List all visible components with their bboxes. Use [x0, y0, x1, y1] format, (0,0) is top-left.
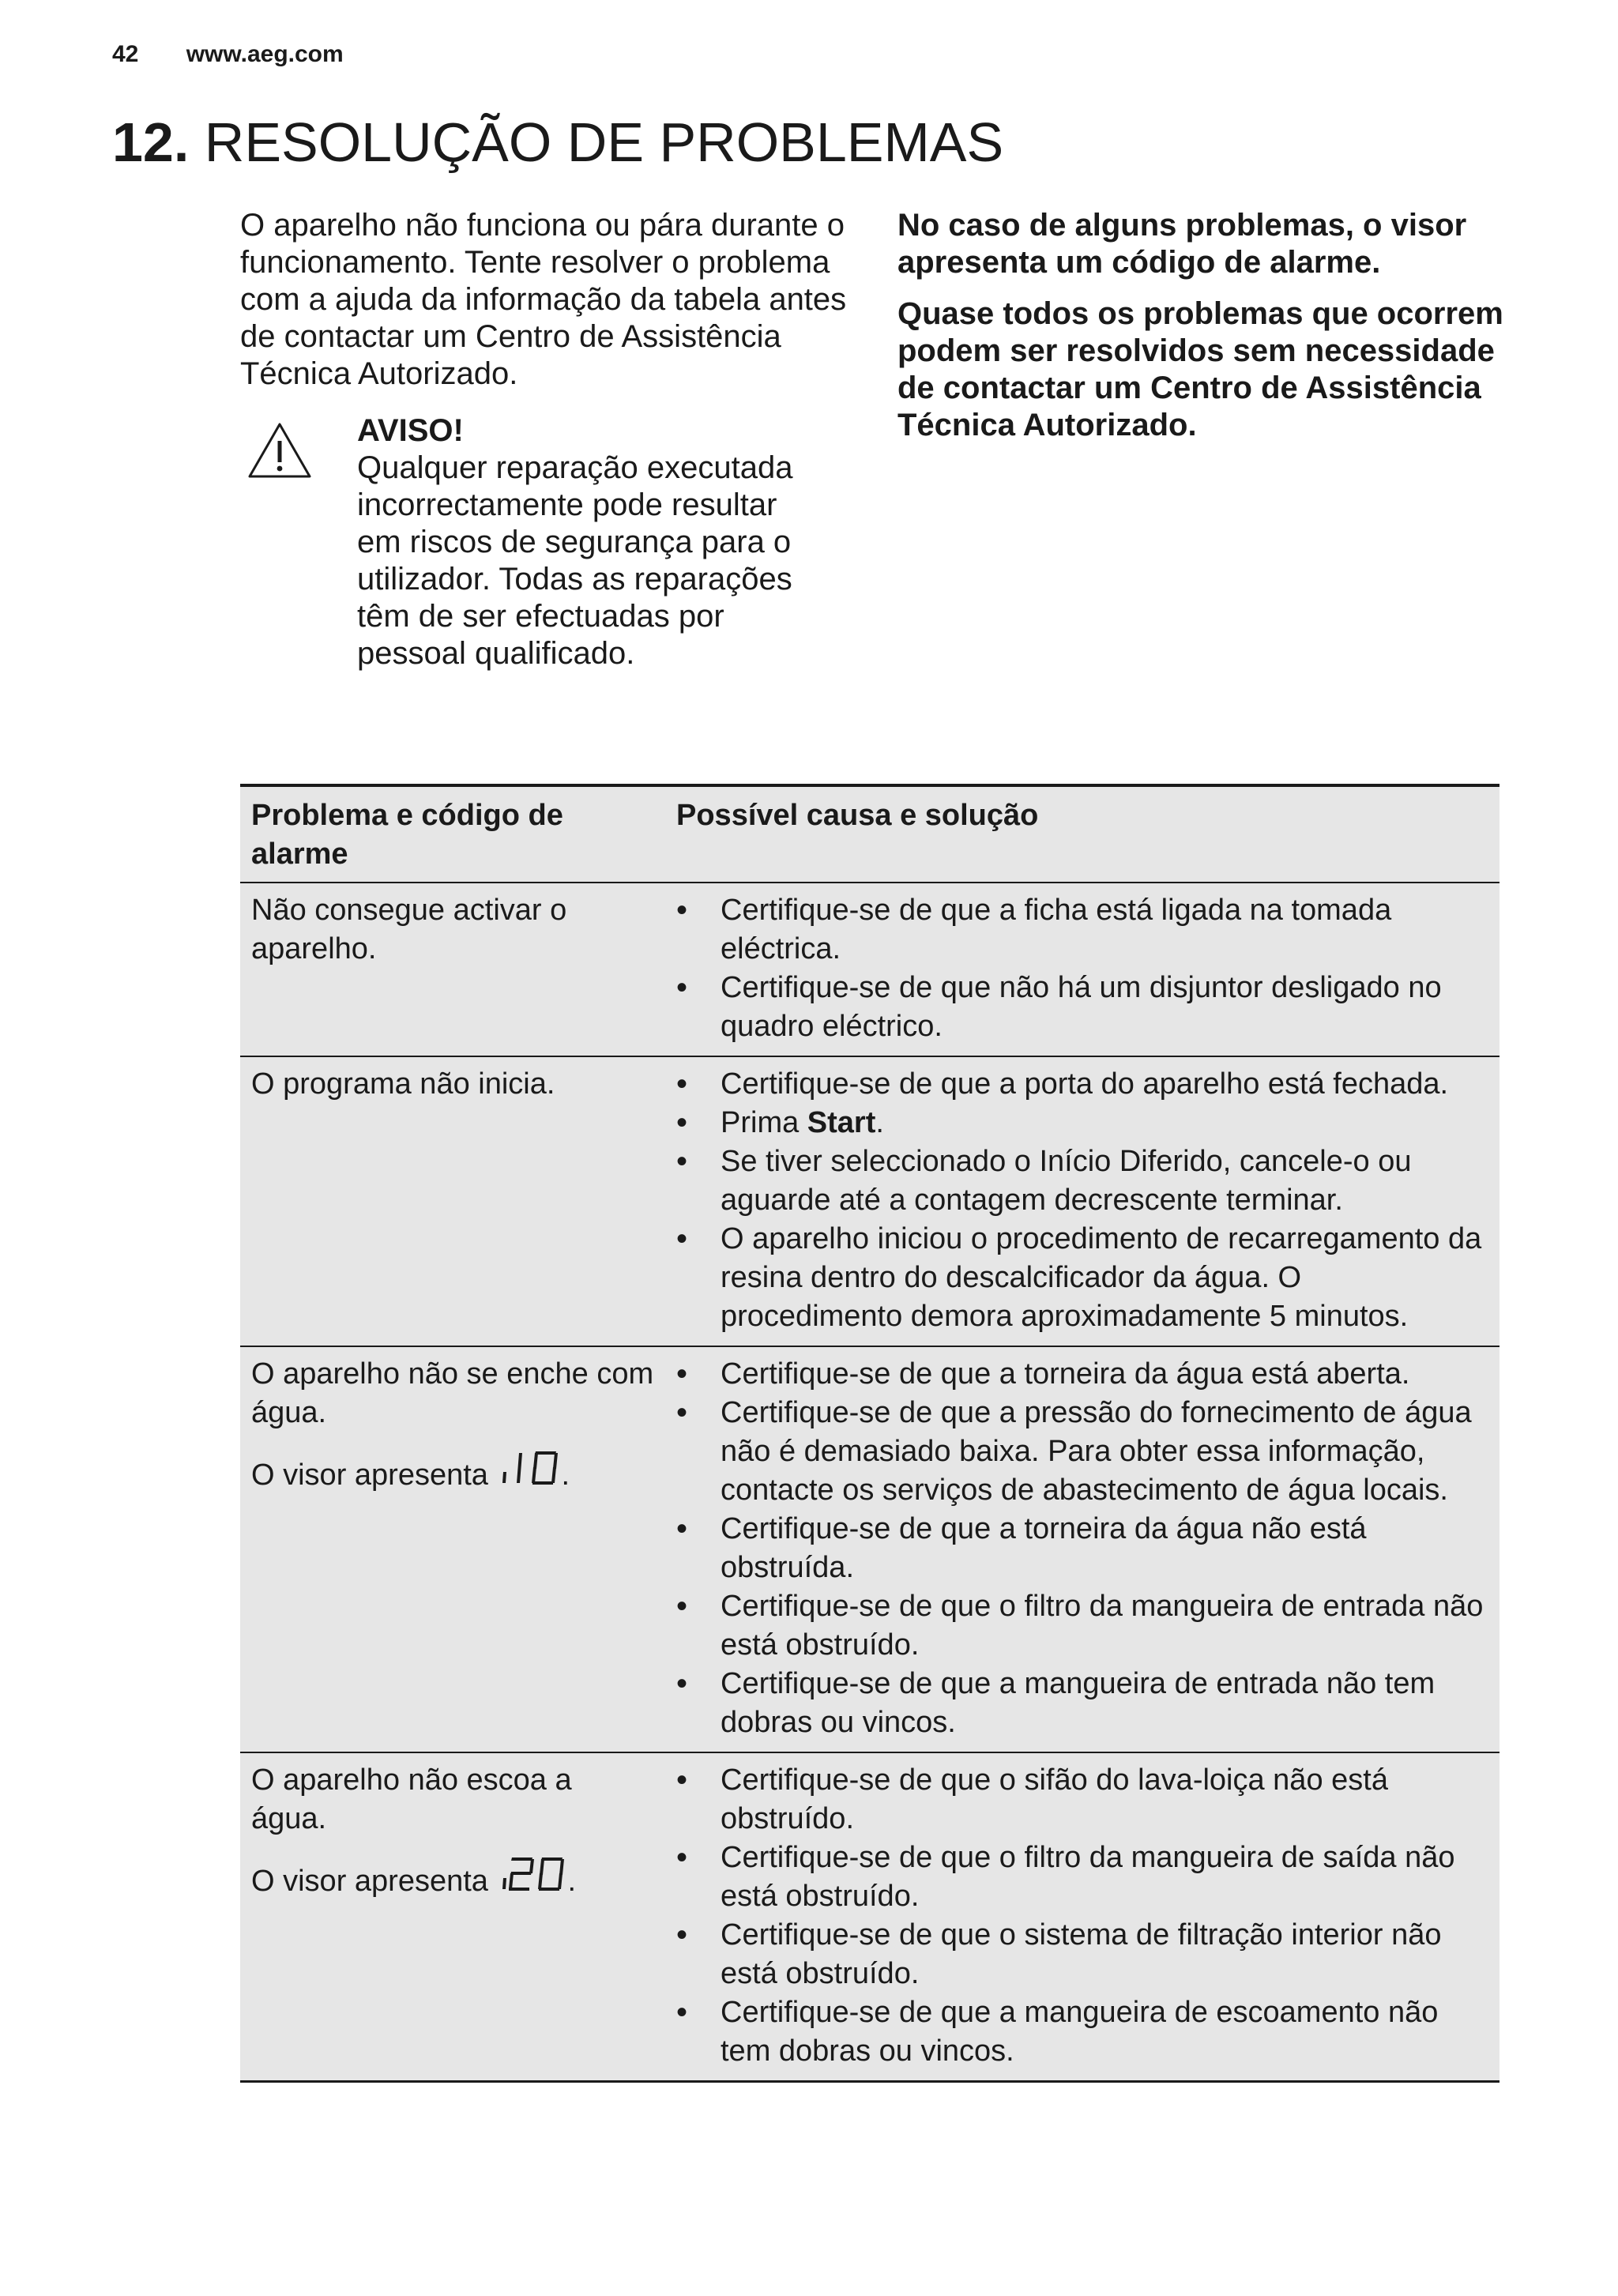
table-row [240, 1346, 1499, 1752]
intro-right [897, 207, 1514, 458]
problem-cell [240, 1752, 665, 2082]
display-suffix: . [567, 1865, 577, 1898]
list-item: • Certifique-se de que a porta do aparelho está fechada. [721, 1065, 1488, 1104]
warning-title: AVISO! [357, 413, 464, 448]
problem-text: O programa não inicia. [251, 1067, 555, 1101]
list-item: • Certifique-se de que o filtro da mangueira de saída não está obstruído. [721, 1839, 1488, 1916]
intro-bold-paragraph: No caso de alguns problemas, o visor apresenta um código de alarme. [897, 208, 1467, 280]
display-code-i20-icon [501, 1854, 567, 1894]
press-suffix: . [875, 1106, 884, 1139]
warning-body: Qualquer reparação executada incorrectamente pode resultar em riscos de segurança para o utilizador. Todas as reparações têm de ser efectuadas por pessoal qualificado. [357, 450, 793, 671]
header-problem: Problema e código de alarme [251, 799, 563, 871]
problem-cell [240, 1346, 665, 1752]
list-item: • Certifique-se de que a ficha está ligada na tomada eléctrica. [721, 891, 1488, 969]
list-item: • Certifique-se de que a mangueira de entrada não tem dobras ou vincos. [721, 1665, 1488, 1742]
table-row [240, 1752, 1499, 2082]
table-row [240, 1056, 1499, 1346]
chapter-number: 12. [112, 111, 190, 173]
solution-list [676, 1065, 1488, 1336]
intro-bold-paragraph: Quase todos os problemas que ocorrem podem ser resolvidos sem necessidade de contactar um Centro de Assistência Técnica Autorizado. [897, 296, 1503, 442]
page-title [112, 111, 1003, 174]
list-item: • Certifique-se de que o filtro da mangueira de entrada não está obstruído. [721, 1587, 1488, 1665]
display-code-line [251, 1854, 654, 1901]
troubleshooting-table [240, 784, 1499, 2083]
warning-text [357, 412, 823, 672]
list-item: • Certifique-se de que a torneira da água está aberta. [721, 1355, 1488, 1394]
intro-left [240, 207, 856, 393]
list-item: • Certifique-se de que a mangueira de escoamento não tem dobras ou vincos. [721, 1993, 1488, 2071]
solution-list [676, 891, 1488, 1046]
chapter-title-text: RESOLUÇÃO DE PROBLEMAS [204, 111, 1004, 173]
list-item: • Certifique-se de que a pressão do fornecimento de água não é demasiado baixa. Para obter essa informação, contacte os serviços de abastecimento de água locais. [721, 1394, 1488, 1510]
display-prefix: O visor apresenta [251, 1865, 488, 1898]
problem-cell [240, 883, 665, 1056]
list-item: • Se tiver seleccionado o Início Diferido, cancele-o ou aguarde até a contagem decrescente terminar. [721, 1142, 1488, 1220]
display-code-i10-icon [501, 1448, 561, 1488]
display-prefix: O visor apresenta [251, 1459, 488, 1492]
page-header [112, 41, 344, 68]
list-item: • Certifique-se de que não há um disjuntor desligado no quadro eléctrico. [721, 969, 1488, 1046]
solution-cell [665, 1346, 1499, 1752]
table-header-row [240, 785, 1499, 883]
list-item: • Certifique-se de que o sifão do lava-loiça não está obstruído. [721, 1761, 1488, 1839]
press-prefix: Prima [721, 1106, 800, 1139]
page-number: 42 [112, 41, 139, 67]
problem-text: O aparelho não se enche com água. [251, 1357, 654, 1429]
list-item: • Certifique-se de que a torneira da água não está obstruída. [721, 1510, 1488, 1587]
list-item [721, 1104, 1488, 1142]
solution-list [676, 1761, 1488, 2071]
intro-paragraph: O aparelho não funciona ou pára durante o funcionamento. Tente resolver o problema com a ajuda da informação da tabela antes de contactar um Centro de Assistência Técnica Autorizado. [240, 208, 847, 391]
problem-text: Não consegue activar o aparelho. [251, 894, 567, 965]
start-button-label: Start [807, 1106, 876, 1139]
table-row [240, 883, 1499, 1056]
problem-text: O aparelho não escoa a água. [251, 1763, 572, 1835]
problem-cell [240, 1056, 665, 1346]
solution-cell [665, 1056, 1499, 1346]
list-item: • O aparelho iniciou o procedimento de recarregamento da resina dentro do descalcificador da água. O procedimento demora aproximadamente 5 minutos. [721, 1220, 1488, 1336]
site-url[interactable]: www.aeg.com [186, 41, 344, 67]
solution-cell [665, 1752, 1499, 2082]
display-code-line [251, 1448, 654, 1495]
warning-triangle-icon [246, 420, 313, 480]
header-solution: Possível causa e solução [676, 799, 1039, 832]
solution-cell [665, 883, 1499, 1056]
list-item: • Certifique-se de que o sistema de filtração interior não está obstruído. [721, 1916, 1488, 1993]
display-suffix: . [561, 1459, 570, 1492]
solution-list [676, 1355, 1488, 1742]
